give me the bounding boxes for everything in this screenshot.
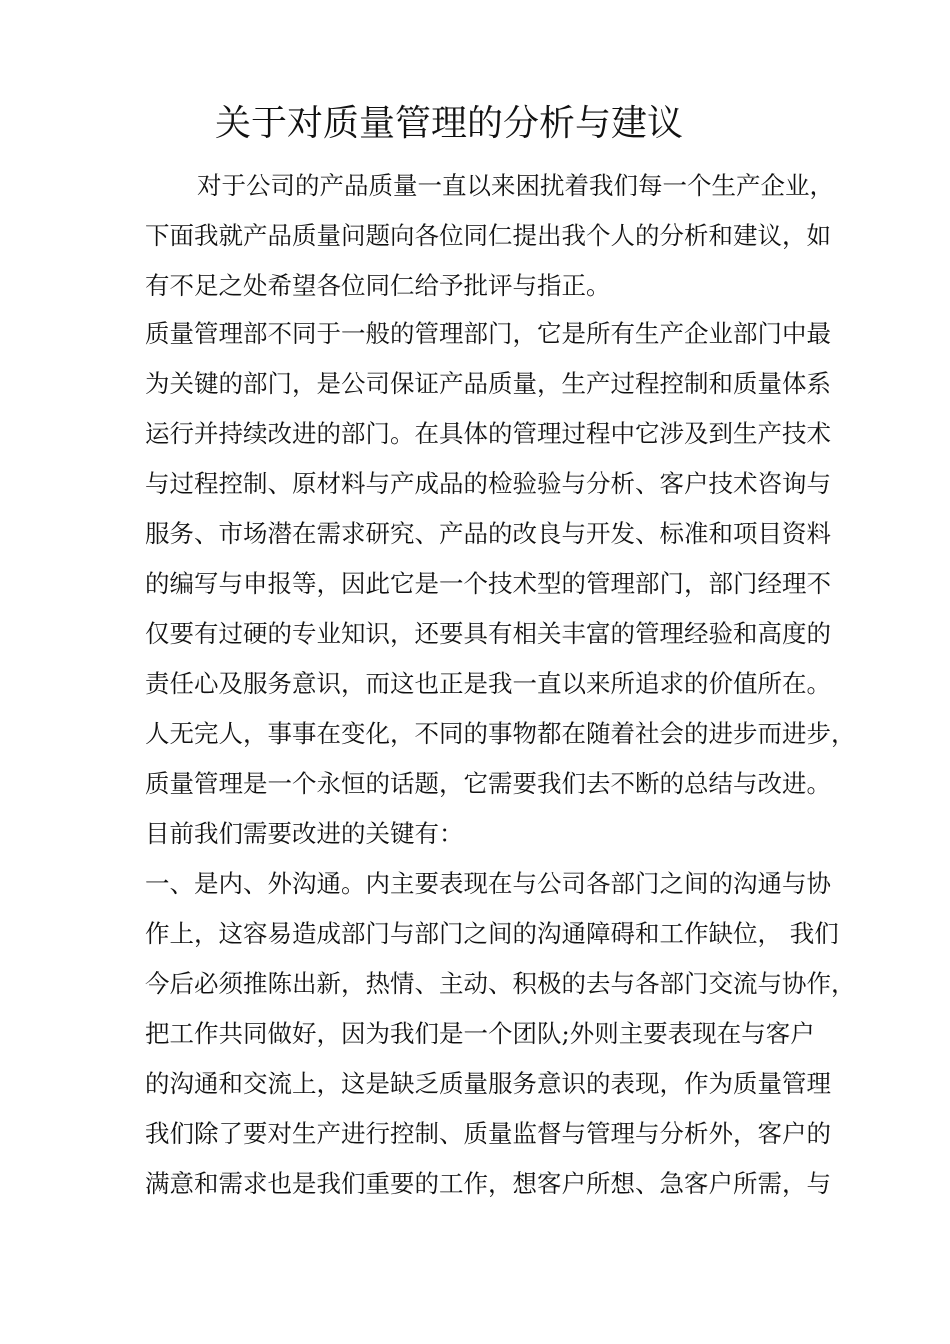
paragraph-line: 今后必须推陈出新，热情、主动、积极的去与各部门交流与协作，: [145, 969, 856, 998]
paragraph-line: 责任心及服务意识，而这也正是我一直以来所追求的价值所在。: [145, 669, 831, 698]
paragraph-line: 的沟通和交流上，这是缺乏质量服务意识的表现，作为质量管理: [145, 1069, 831, 1098]
paragraph-line: 质量管理部不同于一般的管理部门，它是所有生产企业部门中最: [145, 319, 831, 348]
document-title: 关于对质量管理的分析与建议: [215, 103, 684, 144]
paragraph-line: 服务、市场潜在需求研究、产品的改良与开发、标准和项目资料: [145, 519, 831, 548]
paragraph-line: 人无完人，事事在变化，不同的事物都在随着社会的进步而进步，: [145, 719, 856, 748]
paragraph-line: 下面我就产品质量问题向各位同仁提出我个人的分析和建议，如: [145, 221, 831, 250]
paragraph-line: 作上，这容易造成部门与部门之间的沟通障碍和工作缺位， 我们: [145, 919, 839, 948]
paragraph-line: 为关键的部门，是公司保证产品质量，生产过程控制和质量体系: [145, 369, 831, 398]
paragraph-line: 质量管理是一个永恒的话题，它需要我们去不断的总结与改进。: [145, 769, 831, 798]
paragraph-line: 运行并持续改进的部门。在具体的管理过程中它涉及到生产技术: [145, 419, 831, 448]
paragraph-line: 目前我们需要改进的关键有：: [145, 819, 464, 848]
paragraph-line: 一、是内、外沟通。内主要表现在与公司各部门之间的沟通与协: [145, 869, 831, 898]
paragraph-line: 有不足之处希望各位同仁给予批评与指正。: [145, 271, 611, 300]
paragraph-line: 满意和需求也是我们重要的工作，想客户所想、急客户所需，与: [145, 1169, 831, 1198]
paragraph-line: 与过程控制、原材料与产成品的检验验与分析、客户技术咨询与: [145, 469, 831, 498]
paragraph-line: 的编写与申报等，因此它是一个技术型的管理部门，部门经理不: [145, 569, 831, 598]
paragraph-line: 仅要有过硬的专业知识，还要具有相关丰富的管理经验和高度的: [145, 619, 831, 648]
paragraph-line: 我们除了要对生产进行控制、质量监督与管理与分析外，客户的: [145, 1119, 831, 1148]
paragraph-line: 对于公司的产品质量一直以来困扰着我们每一个生产企业，: [197, 171, 834, 200]
paragraph-line: 把工作共同做好，因为我们是一个团队;外则主要表现在与客户: [145, 1019, 815, 1048]
